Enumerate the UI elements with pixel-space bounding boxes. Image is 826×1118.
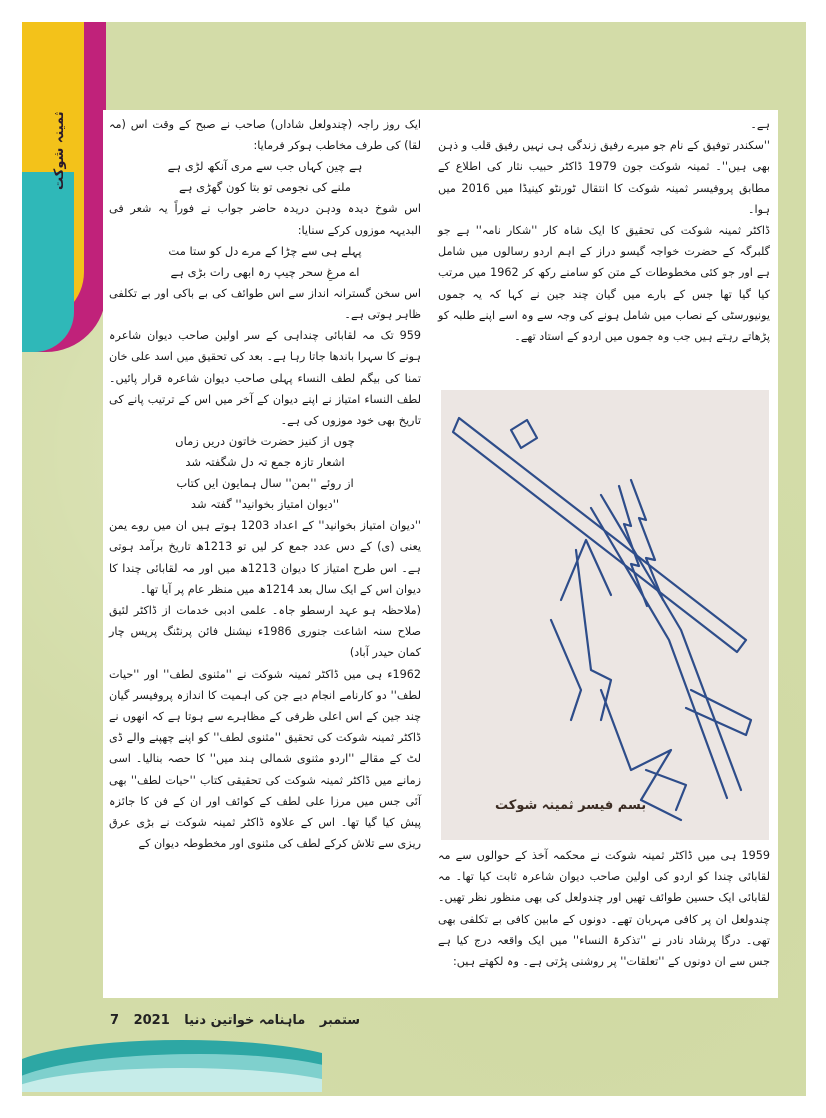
verse-line: ملنے کی نجومی تو بتا کون گھڑی ہے [179, 180, 351, 195]
publication-name: ماہنامہ خواتین دنیا [184, 1013, 306, 1028]
vertical-title: ثمینہ شوکت [52, 111, 67, 190]
footer-line [110, 1013, 370, 1028]
paragraph: ہے۔ [750, 118, 770, 131]
verse-line: چوں از کنیز حضرت خاتون دریں زماں [175, 434, 355, 449]
verse-line: اشعار تازہ جمع تہ دل شگفتہ شد [185, 455, 345, 470]
paragraph: ''سکندر توفیق کے نام جو میرے رفیق زندگی ہی نہیں رفیق قلب و ذہن بھی ہیں''۔ ثمینہ شوکت جون 1979 ڈاکٹر حبیب نثار کی اطلاع کے مطابق پروفیسر ثمینہ شوکت کا انتقال ٹورنٹو کینیڈا میں 2016 میں ہوا۔ [438, 139, 771, 216]
footer-year: 2021 [133, 1013, 170, 1028]
calligraphy-sketch [441, 390, 769, 840]
paragraph: ایک روز راجہ (چندولعل شاداں) صاحب نے صبح کے وقت اس (مہ لقا) کی طرف مخاطب ہوکر فرمایا: [109, 118, 421, 153]
paragraph: 1962ء ہی میں ڈاکٹر ثمینہ شوکت نے ''مثنوی لطف'' اور ''حیات لطف'' دو کارنامے انجام دیے جن کی اہمیت کا اندازہ پروفیسر گیان چند جین کے اس اعلی ظرفی کے مظاہرے سے ہوتا ہے کہ انھوں نے ڈاکٹر ثمینہ شوکت کی تحقیق ''مثنوی لطف'' کو اپنے چھپنے والے ڈی لٹ کے مقالے ''اردو مثنوی شمالی ہند میں'' کا حصہ بنالیا۔ اسی زمانے میں ڈاکٹر ثمینہ شوکت کی تحقیقی کتاب ''حیات لطف'' بھی آئی جس میں مرزا علی لطف کے کوائف اور ان کے فن کا جائزہ پیش کیا گیا تھا۔ اس کے علاوہ ڈاکٹر ثمینہ شوکت نے بڑی عرق ریزی سے تلاش کرکے لطف کی مثنوی اور مخطوطہ دیوان کے [109, 667, 421, 851]
paragraph: ڈاکٹر ثمینہ شوکت کی تحقیق کا ایک شاہ کار ''شکار نامہ'' ہے جو گلبرگہ کے حضرت خواجہ گیسو دراز کے اہم اردو رسالوں میں شامل ہے اور جو کئی مخطوطات کے متن کو سامنے رکھ کر 1962 میں مرتب کیا گیا تھا جس کے بارے میں گیان چند جین نے کہا کہ یہ جموں یونیورسٹی کے نصاب میں شامل ہونے کی وجہ سے وہ اسے اپنے طلبہ کو پڑھاتے رہتے ہیں جب وہ جموں میں اردو کے استاد تھے۔ [438, 224, 770, 344]
paragraph: اس سخن گسترانہ انداز سے اس طوائف کی بے باکی اور بے تکلفی ظاہر ہوتی ہے۔ [109, 286, 421, 322]
footer-month: ستمبر [319, 1013, 361, 1028]
verse-line: ہے چین کہاں جب سے مری آنکھ لڑی ہے [167, 159, 363, 174]
verse-line: پہلے ہی سے چڑا کے مرے دل کو ستا مت [168, 243, 362, 258]
left-column [109, 114, 421, 854]
right-column-bottom [438, 845, 770, 972]
sketch-caption: بسم فیسر ثمینہ شوکت [495, 798, 647, 813]
paragraph: (ملاحظہ ہو عہد ارسطو جاہ۔ علمی ادبی خدمات از ڈاکٹر لئیق صلاح سنہ اشاعت جنوری 1986ء نیشنل فائن پرنٹنگ پریس چار کمان حیدر آباد) [109, 604, 421, 660]
article-sheet [103, 110, 778, 998]
verse-line: اے مرغِ سحر چیپ رہ ابھی رات بڑی ہے [170, 264, 360, 279]
paragraph: ''دیوان امتیاز بخوانید'' کے اعداد 1203 ہوتے ہیں ان میں روے یمن یعنی (ی) کے دس عدد جمع کر لیں تو 1213ھ تاریخ برآمد ہوتی ہے۔ اس طرح امتیاز کا دیوان 1213ھ میں اور مہ لقابائی چندا کا دیوان اس کے ایک سال بعد 1214ھ میں منظر عام پر آیا تھا۔ [109, 519, 421, 596]
page-number: 7 [110, 1013, 120, 1028]
sketch-image [441, 390, 769, 840]
verse-line: از روئے ''بمن'' سال ہمایون ایں کتاب [176, 476, 354, 491]
verse-line: ''دیوان امتیاز بخوانید'' گفتہ شد [190, 497, 340, 512]
paragraph: 959 تک مہ لقابائی چنداہی کے سر اولین صاحب دیوان شاعرہ ہونے کا سہرا باندھا جاتا رہا ہے۔ بعد کی تحقیق میں اسد علی خان تمنا کی بیگم لطف النساء پہلی صاحب دیوان شاعرہ قرار پائیں۔ لطف النساء امتیاز نے اپنے دیوان کے آخر میں اس کے ترتیب پانے کی تاریخ بھی خود موزوں کی ہے۔ [109, 329, 421, 428]
paragraph: اس شوخ دیدہ ودہن دریدہ حاضر جواب نے فوراً یہ شعر فی البدیہہ موزوں کرکے سنایا: [109, 202, 421, 237]
paragraph: 1959 ہی میں ڈاکٹر ثمینہ شوکت نے محکمہ آخذ کے حوالوں سے مہ لقابائی چندا کو اردو کی اولین صاحب دیوان شاعرہ ثابت کیا تھا۔ مہ لقابائی ایک حسین طوائف تھیں اور چندولعل کی بھی منظور نظر تھیں۔ چندولعل ان پر کافی مہربان تھے۔ دونوں کے مابین کافی بے تکلفی بھی تھی۔ درگا پرشاد نادر نے ''تذکرۃ النساء'' میں ایک واقعہ درج کیا ہے جس سے ان دونوں کے ''تعلقات'' پر روشنی پڑتی ہے۔ وہ لکھتے ہیں: [438, 849, 770, 969]
right-column-top [438, 114, 770, 347]
